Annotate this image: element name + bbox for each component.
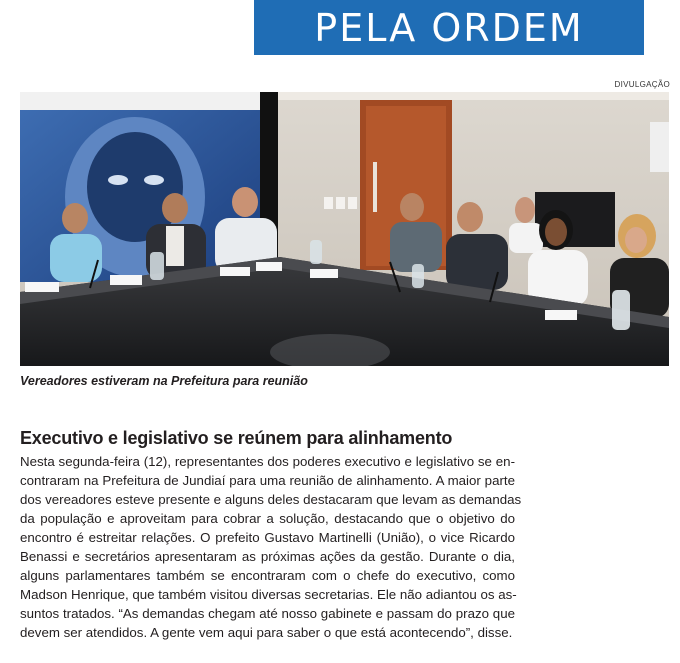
photo-caption: Vereadores estiveram na Prefeitura para reunião xyxy=(20,374,308,388)
article-body xyxy=(20,452,522,642)
article-line: da população e aproveitam para cobrar a solução, destacando que o objetivo do xyxy=(20,511,515,526)
article-line: Madson Henrique, que também visitou diversas secretarias. Ele não adiantou os as- xyxy=(20,587,517,602)
meeting-photo xyxy=(20,92,669,366)
article-line: Nesta segunda-feira (12), representantes dos poderes executivo e legislativo se en- xyxy=(20,454,515,469)
article-line: Benassi e secretários apresentaram as próximas ações da gestão. Durante o dia, xyxy=(20,549,515,564)
article-line: contraram na Prefeitura de Jundiaí para uma reunião de alinhamento. A maior parte xyxy=(20,473,515,488)
article-headline: Executivo e legislativo se reúnem para alinhamento xyxy=(20,428,453,448)
article-line: encontro é estreitar relações. O prefeito Gustavo Martinelli (União), o vice Ricardo xyxy=(20,530,515,545)
meeting-photo-illustration xyxy=(20,92,669,366)
article-line: alguns parlamentares também se encontraram com o chefe do executivo, como xyxy=(20,568,515,583)
photo-credit: DIVULGAÇÃO xyxy=(614,80,670,89)
article-line: suntos tratados. “As demandas chegam até nosso gabinete e passam do prazo que xyxy=(20,606,515,621)
section-banner xyxy=(254,0,644,55)
article-line: dos vereadores esteve presente e alguns deles destacaram que levam as demandas xyxy=(20,492,522,507)
article-line: devem ser atendidos. A gente vem aqui para saber o que está acontecendo”, disse. xyxy=(20,625,513,640)
section-title: PELA ORDEM xyxy=(314,5,584,50)
